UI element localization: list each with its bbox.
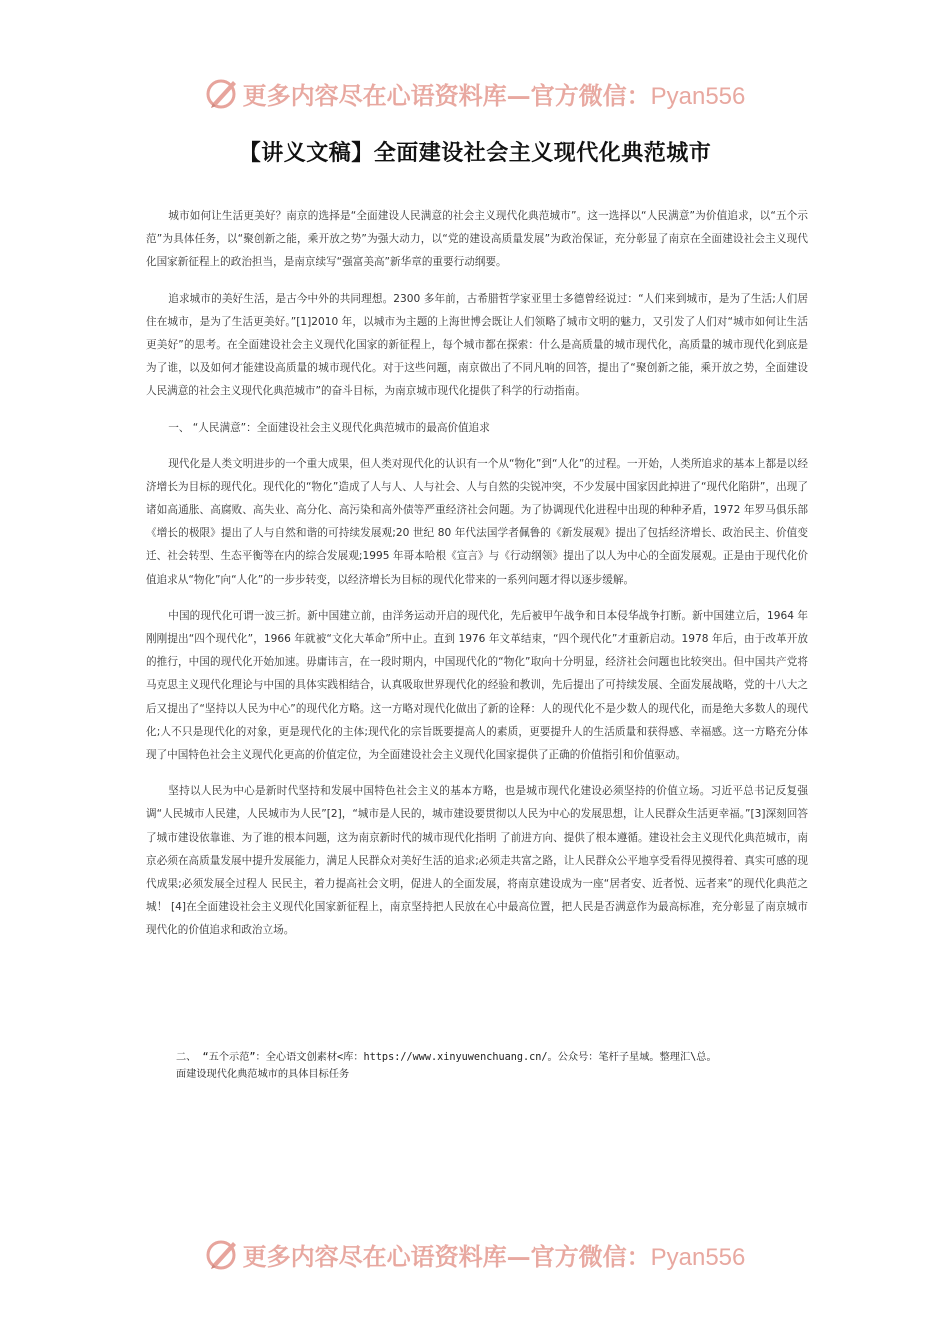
section-2-heading — [176, 1049, 836, 1083]
paragraph: 坚持以人民为中心是新时代坚持和发展中国特色社会主义的基本方略，也是城市现代化建设必须坚持的价值立场。习近平总书记反复强调“人民城市人民建，人民城市为人民”[2]，“城市是人民的，城市建设要贯彻以人民为中心的发展思想，让人民群众生活更幸福。”[3]深刻回答了城市建设依靠谁、为了谁的根本问题，这为南京新时代的城市现代化指明 了前进方向、提供了根本遵循。建设社会主义现代化典范城市，南京必须在高质量发展中提升发展能力，满足人民群众对美好生活的追求;必须走共富之路，让人民群众公平地享受看得见摸得着、真实可感的现代成果;必须发展全过程人 民民主，着力提高社会文明，促进人的全面发展，将南京建设成为一座“居者安、近者悦、远者来”的现代化典范之城！ [4]在全面建设社会主义现代化国家新征程上，南京坚持把人民放在心中最高位置，把人民是否满意作为最高标准，充分彰显了南京城市现代化的价值追求和政治立场。 — [146, 785, 808, 937]
paragraph: 现代化是人类文明进步的一个重大成果，但人类对现代化的认识有一个从“物化”到“人化”的过程。一开始，人类所追求的基本上都是以经济增长为目标的现代化。现代化的“物化”造成了人与人、人与社会、人与自然的尖锐冲突，不少发展中国家因此掉进了“现代化陷阱”，出现了诸如高通胀、高腐败、高失业、高分化、高污染和高外债等严重经济社会问题。为了协调现代化进程中出现的种种矛盾，1972 年罗马俱乐部《增长的极限》提出了人与自然和谐的可持续发展观;20 世纪 80 年代法国学者佩鲁的《新发展观》提出了包括经济增长、政治民主、价值变迁、社会转型、生态平衡等在内的综合发展观;1995 年哥本哈根《宣言》与《行动纲领》提出了以人为中心的全面发展观。正是由于现代化价值追求从“物化”向“人化”的一步步转变，以经济增长为目标的现代化带来的一系列问题才得以逐步缓解。 — [146, 457, 808, 586]
section-heading: 一、 “人民满意”：全面建设社会主义现代化典范城市的最高价值追求 — [168, 421, 490, 434]
banner-wechat-id: Pyan556 — [650, 1243, 746, 1271]
banner-inner — [205, 75, 746, 111]
banner-inner — [205, 1236, 746, 1272]
banner-text — [243, 1237, 746, 1272]
banner-wechat-id: Pyan556 — [650, 82, 746, 110]
pen-logo-icon — [205, 1236, 241, 1272]
paragraph: 中国的现代化可谓一波三折。新中国建立前，由洋务运动开启的现代化，先后被甲午战争和日本侵华战争打断。新中国建立后，1964 年刚刚提出“四个现代化”，1966 年就被“文化大革命”所中止。直到 1976 年文革结束，“四个现代化”才重新启动。1978 年后，由于改革开放的推行，中国的现代化开始加速。毋庸讳言，在一段时期内，中国现代化的“物化”取向十分明显，经济社会问题也比较突出。但中国共产党将马克思主义现代化理论与中国的具体实践相结合，认真吸取世界现代化的经验和教训，先后提出了可持续发展、全面发展战略，党的十八大之后又提出了“坚持以人民为中心”的现代化方略。这一方略对现代化做出了新的诠释：人的现代化不是少数人的现代化，而是绝大多数人的现代化;人不只是现代化的对象，更是现代化的主体;现代化的宗旨既要提高人的素质，更要提升人的生活质量和获得感、幸福感。这一方略充分体现了中国特色社会主义现代化更高的价值定位，为全面建设社会主义现代化国家提供了正确的价值指引和价值驱动。 — [146, 609, 808, 762]
paragraph: 追求城市的美好生活，是古今中外的共同理想。2300 多年前，古希腊哲学家亚里士多德曾经说过：“人们来到城市，是为了生活;人们居住在城市，是为了生活更美好。”[1]2010 年，以城市为主题的上海世博会既让人们领略了城市文明的魅力，又引发了人们对“城市如何让生活更美好”的思考。在全面建设社会主义现代化国家的新征程上，每个城市都在探索：什么是高质量的城市现代化，高质量的城市现代化到底是为了谁，以及如何才能建设高质量的城市现代化。对于这些问题，南京做出了不同凡响的回答，提出了“聚创新之能，乘开放之势，全面建设人民满意的社会主义现代化典范城市”的奋斗目标，为南京城市现代化提供了科学的行动指南。 — [146, 292, 808, 398]
section-heading-line: 二、 “五个示范”：全心语文创素材<库：https://www.xinyuwenchuang.cn/。公众号：笔杆子星域。整理汇\总。 — [176, 1052, 717, 1063]
bottom-watermark-banner — [0, 1232, 950, 1276]
banner-slogan: 更多内容尽在心语资料库—官方微信： — [242, 1241, 651, 1271]
document-body — [146, 205, 808, 956]
section-heading-line: 面建设现代化典范城市的具体目标任务 — [176, 1069, 350, 1080]
top-watermark-banner — [0, 71, 950, 115]
pen-logo-icon — [205, 75, 241, 111]
paragraph: 城市如何让生活更美好？南京的选择是“全面建设人民满意的社会主义现代化典范城市”。这一选择以“人民满意”为价值追求，以“五个示范”为具体任务，以“聚创新之能，乘开放之势”为强大动力，以“党的建设高质量发展”为政治保证，充分彰显了南京在全面建设社会主义现代化国家新征程上的政治担当，是南京续写“强富美高”新华章的重要行动纲要。 — [146, 210, 808, 269]
banner-slogan: 更多内容尽在心语资料库—官方微信： — [242, 80, 651, 110]
page-title: 【讲义文稿】全面建设社会主义现代化典范城市 — [238, 141, 712, 166]
banner-text — [243, 76, 746, 111]
